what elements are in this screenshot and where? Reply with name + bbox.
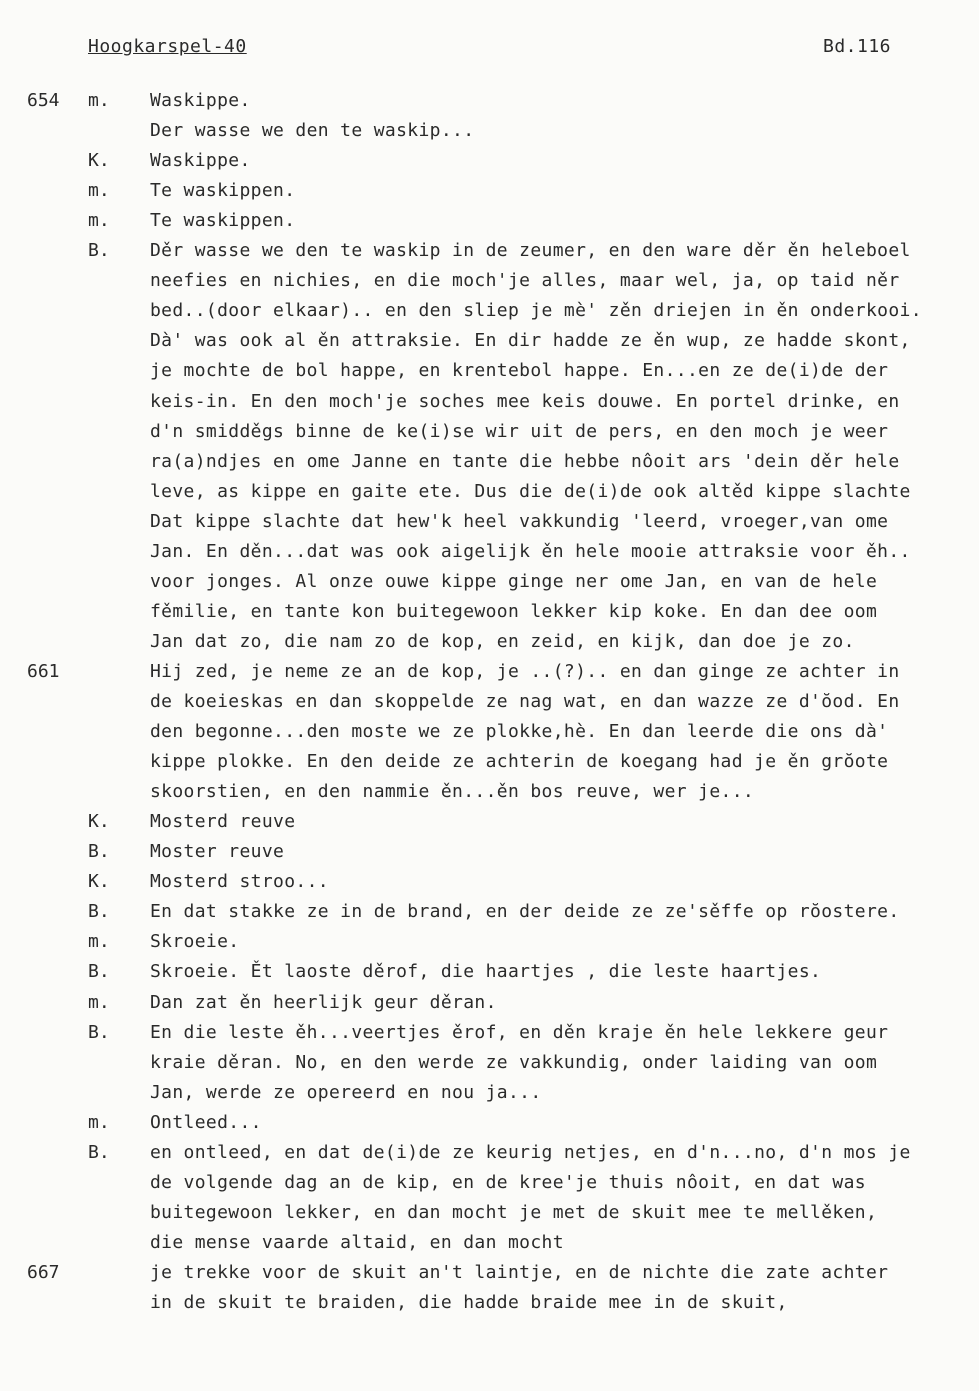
- speaker-label: B.: [88, 1021, 110, 1043]
- speaker-label: B.: [88, 841, 110, 863]
- transcript-line: [0, 417, 979, 447]
- transcript-line: [0, 927, 979, 957]
- speaker-label: m.: [88, 931, 110, 953]
- transcript-text: je mochte de bol happe, en krentebol happe. En...en ze de(i)de der: [150, 360, 889, 382]
- transcript-line: [0, 1048, 979, 1078]
- transcript-line: [0, 1018, 979, 1048]
- transcript-text: Skroeie. Ět laoste děrof, die haartjes , die leste haartjes.: [150, 961, 822, 983]
- transcript-line: [0, 897, 979, 927]
- transcript-text: Skroeie.: [150, 931, 240, 953]
- transcript-line: [0, 236, 979, 266]
- transcript-text: neefies en nichies, en die moch'je alles, maar wel, ja, op taid něr: [150, 270, 900, 292]
- transcript-text: Waskippe.: [150, 90, 251, 111]
- transcript-text: de volgende dag an de kip, en de kree'je thuis nôoit, en dat was: [150, 1171, 866, 1193]
- transcript-text: buitegewoon lekker, en dan mocht je met de skuit mee te mellěken,: [150, 1201, 878, 1223]
- transcript-text: kippe plokke. En den deide ze achterin de koegang had je ěn grŏote: [150, 751, 889, 773]
- transcript-text: Moster reuve: [150, 841, 285, 863]
- transcript-line: [0, 326, 979, 356]
- transcript-text: je trekke voor de skuit an't laintje, en de nichte die zate achter: [150, 1261, 889, 1283]
- transcript-text: in de skuit te braiden, die hadde braide mee in de skuit,: [150, 1292, 788, 1313]
- transcript-line: [0, 657, 979, 687]
- transcript-line: [0, 507, 979, 537]
- speaker-label: K.: [88, 150, 110, 172]
- transcript-line: [0, 447, 979, 477]
- transcript-text: Te waskippen.: [150, 210, 296, 232]
- speaker-label: B.: [88, 1141, 110, 1163]
- page-number: Bd.116: [823, 36, 892, 57]
- speaker-label: m.: [88, 90, 110, 111]
- transcript-text: den begonne...den moste we ze plokke,hè. En dan leerde die ons dà': [150, 721, 889, 743]
- transcript-text: En die leste ěh...veertjes ěrof, en děn kraje ěn hele lekkere geur: [150, 1021, 889, 1043]
- transcript-line: [0, 266, 979, 296]
- speaker-label: K.: [88, 871, 110, 893]
- speaker-label: m.: [88, 180, 110, 202]
- transcript-line: [0, 1108, 979, 1138]
- transcript-text: skoorstien, en den nammie ěn...ěn bos reuve, wer je...: [150, 781, 755, 803]
- transcript-text: Waskippe.: [150, 150, 251, 172]
- transcript-text: fěmilie, en tante kon buitegewoon lekker kip koke. En dan dee oom: [150, 600, 878, 622]
- transcript-line: [0, 356, 979, 386]
- transcript-line: [0, 597, 979, 627]
- transcript-line: [0, 777, 979, 807]
- transcript-line: [0, 86, 979, 116]
- transcript-text: keis-in. En den moch'je soches mee keis douwe. En portel drinke, en: [150, 390, 900, 412]
- speaker-label: B.: [88, 240, 110, 262]
- speaker-label: B.: [88, 961, 110, 983]
- transcript-line: [0, 1228, 979, 1258]
- transcript-line: [0, 296, 979, 326]
- transcript-text: Dà' was ook al ěn attraksie. En dir hadde ze ěn wup, ze hadde skont,: [150, 330, 911, 352]
- transcript-line: [0, 1138, 979, 1168]
- speaker-label: m.: [88, 210, 110, 232]
- transcript-text: Jan, werde ze opereerd en nou ja...: [150, 1081, 542, 1103]
- transcript-line: [0, 717, 979, 747]
- transcript-line: [0, 687, 979, 717]
- transcript-line: [0, 206, 979, 236]
- transcript-line: [0, 957, 979, 987]
- transcript-text: Hij zed, je neme ze an de kop, je ..(?).. en dan ginge ze achter in: [150, 660, 900, 682]
- speaker-label: m.: [88, 991, 110, 1013]
- transcript-text: en ontleed, en dat de(i)de ze keurig netjes, en d'n...no, d'n mos je: [150, 1141, 911, 1163]
- line-number: 661: [27, 660, 60, 682]
- speaker-label: B.: [88, 901, 110, 923]
- line-number: 654: [27, 90, 60, 111]
- transcript-line: [0, 146, 979, 176]
- transcript-text: Jan. En děn...dat was ook aigelijk ěn hele mooie attraksie voor ěh..: [150, 540, 911, 562]
- transcript-text: En dat stakke ze in de brand, en der deide ze ze'sěffe op rŏostere.: [150, 901, 900, 923]
- transcript-line: [0, 1198, 979, 1228]
- transcript-line: [0, 477, 979, 507]
- transcript-line: [0, 567, 979, 597]
- speaker-label: K.: [88, 811, 110, 833]
- document-title: Hoogkarspel-40: [88, 36, 247, 57]
- transcript-text: die mense vaarde altaid, en dan mocht: [150, 1231, 564, 1253]
- transcript-text: de koeieskas en dan skoppelde ze nag wat, en dan wazze ze d'ŏod. En: [150, 691, 900, 712]
- transcript-line: [0, 807, 979, 837]
- transcript-line: [0, 1078, 979, 1108]
- transcript-text: Jan dat zo, die nam zo de kop, en zeid, en kijk, dan doe je zo.: [150, 630, 855, 652]
- transcript-text: Mosterd reuve: [150, 811, 296, 833]
- speaker-label: m.: [88, 1111, 110, 1133]
- transcript-line: [0, 988, 979, 1018]
- line-number: 667: [27, 1261, 60, 1283]
- transcript-text: Mosterd stroo...: [150, 871, 329, 893]
- transcript-line: [0, 387, 979, 417]
- transcript-line: [0, 176, 979, 206]
- transcript-text: Dat kippe slachte dat hew'k heel vakkundig 'leerd, vroeger,van ome: [150, 510, 889, 532]
- transcript-text: voor jonges. Al onze ouwe kippe ginge ner ome Jan, en van de hele: [150, 570, 878, 592]
- transcript-line: [0, 537, 979, 567]
- transcript-text: Dan zat ěn heerlijk geur děran.: [150, 991, 497, 1013]
- transcript-line: [0, 1288, 979, 1318]
- transcript-text: Der wasse we den te waskip...: [150, 120, 475, 142]
- transcript-line: [0, 627, 979, 657]
- transcript-text: Děr wasse we den te waskip in de zeumer, en den ware děr ěn heleboel: [150, 240, 911, 262]
- transcript-text: leve, as kippe en gaite ete. Dus die de(i)de ook altěd kippe slachte: [150, 480, 911, 502]
- transcript-line: [0, 837, 979, 867]
- transcript-text: Te waskippen.: [150, 180, 296, 202]
- transcript-line: [0, 747, 979, 777]
- transcript-line: [0, 1258, 979, 1288]
- transcript-line: [0, 867, 979, 897]
- transcript-text: bed..(door elkaar).. en den sliep je mè' zěn driejen in ěn onderkooi.: [150, 300, 922, 322]
- transcript-text: Ontleed...: [150, 1111, 262, 1133]
- transcript-line: [0, 1168, 979, 1198]
- transcript-text: ra(a)ndjes en ome Janne en tante die hebbe nôoit ars 'dein děr hele: [150, 450, 900, 472]
- transcript-line: [0, 116, 979, 146]
- transcript-text: d'n smidděgs binne de ke(i)se wir uit de pers, en den moch je weer: [150, 420, 889, 442]
- transcript-text: kraie děran. No, en den werde ze vakkundig, onder laiding van oom: [150, 1051, 878, 1073]
